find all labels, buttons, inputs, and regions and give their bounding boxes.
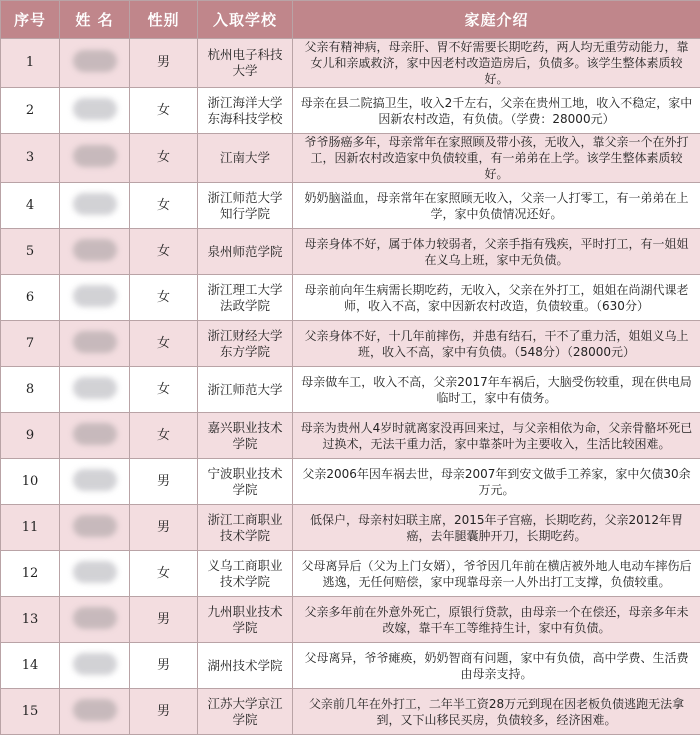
row-family-intro: 奶奶脑溢血，母亲常年在家照顾无收入，父亲一人打零工，有一弟弟在上学，家中负债情况还好。 <box>293 183 700 229</box>
header-gender: 性别 <box>130 1 198 39</box>
row-name-blurred <box>60 321 130 367</box>
table-row <box>1 321 700 367</box>
table-row <box>1 505 700 551</box>
row-name-blurred <box>60 459 130 505</box>
row-gender: 男 <box>130 459 198 505</box>
table-row <box>1 229 700 275</box>
row-gender: 女 <box>130 551 198 597</box>
row-seq: 2 <box>1 88 60 134</box>
row-gender: 女 <box>130 321 198 367</box>
row-name-blurred <box>60 643 130 689</box>
blurred-name-mask <box>73 607 117 629</box>
header-row <box>1 1 700 39</box>
row-seq: 12 <box>1 551 60 597</box>
row-gender: 女 <box>130 88 198 134</box>
blurred-name-mask <box>73 515 117 537</box>
table-row <box>1 39 700 88</box>
row-seq: 3 <box>1 134 60 183</box>
row-school: 宁波职业技术学院 <box>198 459 293 505</box>
row-school: 浙江师范大学 <box>198 367 293 413</box>
row-family-intro: 母亲身体不好，属于体力较弱者，父亲手指有残疾，平时打工，有一姐姐在义乌上班，家中无负债。 <box>293 229 700 275</box>
row-name-blurred <box>60 689 130 735</box>
header-seq: 序号 <box>1 1 60 39</box>
row-name-blurred <box>60 229 130 275</box>
row-family-intro: 爷爷肠癌多年，母亲常年在家照顾及带小孩，无收入，靠父亲一个在外打工，因新农村改造家中负债较重，有一弟弟在上学。该学生整体素质较好。 <box>293 134 700 183</box>
row-seq: 6 <box>1 275 60 321</box>
blurred-name-mask <box>73 561 117 583</box>
row-gender: 男 <box>130 597 198 643</box>
row-gender: 女 <box>130 229 198 275</box>
row-name-blurred <box>60 183 130 229</box>
table-row <box>1 689 700 735</box>
row-family-intro: 母亲做车工，收入不高，父亲2017年车祸后，大脑受伤较重，现在供电局临时工，家中有债务。 <box>293 367 700 413</box>
row-gender: 男 <box>130 689 198 735</box>
row-school: 浙江财经大学东方学院 <box>198 321 293 367</box>
row-school: 江南大学 <box>198 134 293 183</box>
row-name-blurred <box>60 551 130 597</box>
row-family-intro: 父亲多年前在外意外死亡，原银行贷款，由母亲一个在偿还，母亲多年未改嫁，靠干车工等维持生计，家中有负债。 <box>293 597 700 643</box>
row-gender: 女 <box>130 367 198 413</box>
row-name-blurred <box>60 367 130 413</box>
row-name-blurred <box>60 134 130 183</box>
row-school: 九州职业技术学院 <box>198 597 293 643</box>
row-gender: 男 <box>130 643 198 689</box>
blurred-name-mask <box>73 50 117 72</box>
row-school: 湖州技术学院 <box>198 643 293 689</box>
table-row <box>1 183 700 229</box>
row-family-intro: 父母离异后（父为上门女婿），爷爷因几年前在横店被外地人电动车摔伤后逃逸，无任何赔偿，家中现靠母亲一人外出打工支撑，负债较重。 <box>293 551 700 597</box>
row-seq: 7 <box>1 321 60 367</box>
row-family-intro: 母亲在县二院搞卫生，收入2千左右，父亲在贵州工地，收入不稳定，家中因新农村改造，有负债。（学费：28000元） <box>293 88 700 134</box>
row-school: 义乌工商职业技术学院 <box>198 551 293 597</box>
row-seq: 11 <box>1 505 60 551</box>
blurred-name-mask <box>73 377 117 399</box>
blurred-name-mask <box>73 145 117 167</box>
row-family-intro: 母亲为贵州人4岁时就离家没再回来过，与父亲相依为命，父亲骨骼坏死已过换术，无法干重力活，家中靠茶叶为主要收入，生活比较困难。 <box>293 413 700 459</box>
row-school: 嘉兴职业技术学院 <box>198 413 293 459</box>
row-gender: 女 <box>130 275 198 321</box>
table-row <box>1 459 700 505</box>
row-name-blurred <box>60 88 130 134</box>
row-seq: 14 <box>1 643 60 689</box>
row-name-blurred <box>60 597 130 643</box>
row-gender: 男 <box>130 505 198 551</box>
row-seq: 10 <box>1 459 60 505</box>
row-school: 江苏大学京江学院 <box>198 689 293 735</box>
table-row <box>1 643 700 689</box>
row-seq: 15 <box>1 689 60 735</box>
header-name: 姓 名 <box>60 1 130 39</box>
row-family-intro: 低保户，母亲村妇联主席，2015年子宫癌，长期吃药，父亲2012年胃癌，去年腿囊肿开刀，长期吃药。 <box>293 505 700 551</box>
header-family-intro: 家庭介绍 <box>293 1 700 39</box>
table-row <box>1 597 700 643</box>
row-gender: 女 <box>130 134 198 183</box>
row-school: 杭州电子科技大学 <box>198 39 293 88</box>
row-family-intro: 父亲身体不好，十几年前摔伤，并患有结石，干不了重力活，姐姐义乌上班，收入不高，家中有负债。（548分）（28000元） <box>293 321 700 367</box>
blurred-name-mask <box>73 285 117 307</box>
table-row <box>1 551 700 597</box>
row-family-intro: 父亲有精神病，母亲肝、胃不好需要长期吃药，两人均无重劳动能力，靠女儿和亲戚救济，家中因老村改造造房后，负债多。该学生整体素质较好。 <box>293 39 700 88</box>
table-row <box>1 275 700 321</box>
row-seq: 9 <box>1 413 60 459</box>
row-seq: 4 <box>1 183 60 229</box>
row-family-intro: 母亲前向年生病需长期吃药，无收入，父亲在外打工，姐姐在尚湖代课老师，收入不高，家中因新农村改造，负债较重。（630分） <box>293 275 700 321</box>
row-school: 浙江师范大学知行学院 <box>198 183 293 229</box>
row-seq: 1 <box>1 39 60 88</box>
blurred-name-mask <box>73 653 117 675</box>
row-family-intro: 父母离异，爷爷瘫痪，奶奶智商有问题，家中有负债，高中学费、生活费由母亲支持。 <box>293 643 700 689</box>
blurred-name-mask <box>73 469 117 491</box>
row-family-intro: 父亲前几年在外打工，二年半工资28万元到现在因老板负债逃跑无法拿到，又下山移民买房，负债较多，经济困难。 <box>293 689 700 735</box>
table-body <box>1 39 700 735</box>
row-name-blurred <box>60 413 130 459</box>
blurred-name-mask <box>73 193 117 215</box>
row-name-blurred <box>60 505 130 551</box>
row-school: 浙江海洋大学东海科技学校 <box>198 88 293 134</box>
blurred-name-mask <box>73 239 117 261</box>
row-seq: 13 <box>1 597 60 643</box>
blurred-name-mask <box>73 331 117 353</box>
row-gender: 女 <box>130 413 198 459</box>
row-family-intro: 父亲2006年因车祸去世，母亲2007年到安文做手工养家，家中欠债30余万元。 <box>293 459 700 505</box>
row-name-blurred <box>60 275 130 321</box>
table-row <box>1 413 700 459</box>
table-row <box>1 88 700 134</box>
row-gender: 女 <box>130 183 198 229</box>
header-school: 入取学校 <box>198 1 293 39</box>
table-row <box>1 134 700 183</box>
table-row <box>1 367 700 413</box>
row-seq: 5 <box>1 229 60 275</box>
row-seq: 8 <box>1 367 60 413</box>
row-school: 浙江工商职业技术学院 <box>198 505 293 551</box>
blurred-name-mask <box>73 423 117 445</box>
blurred-name-mask <box>73 98 117 120</box>
row-name-blurred <box>60 39 130 88</box>
row-school: 浙江理工大学法政学院 <box>198 275 293 321</box>
row-school: 泉州师范学院 <box>198 229 293 275</box>
blurred-name-mask <box>73 699 117 721</box>
row-gender: 男 <box>130 39 198 88</box>
